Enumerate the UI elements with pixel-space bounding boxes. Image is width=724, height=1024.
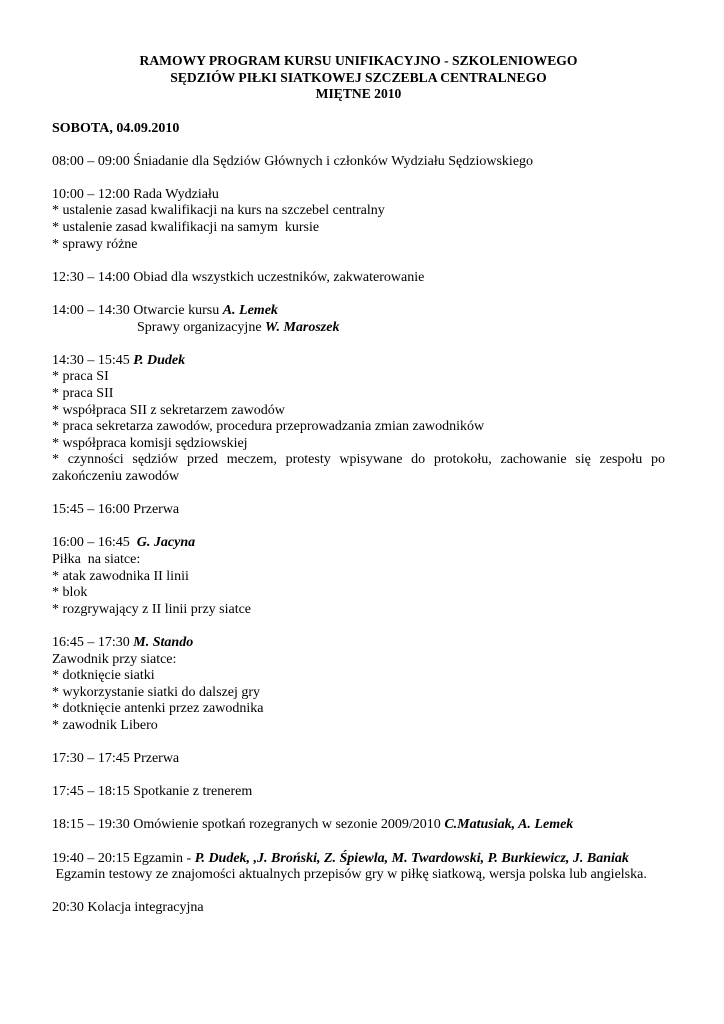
speaker-name: W. Maroszek xyxy=(265,319,340,335)
list-item: * blok xyxy=(52,585,88,601)
list-item: * praca SI xyxy=(52,369,109,385)
document-page xyxy=(52,53,669,917)
list-item: * sprawy różne xyxy=(52,236,138,252)
session-text: Sprawy organizacyjne xyxy=(137,319,266,335)
list-item: * zawodnik Libero xyxy=(52,717,158,733)
list-item: * atak zawodnika II linii xyxy=(52,568,189,584)
session-lunch: 12:30 – 14:00 Obiad dla wszystkich uczestników, zakwaterowanie xyxy=(52,269,425,285)
title-line-3: MIĘTNE 2010 xyxy=(315,86,402,101)
session-break: 15:45 – 16:00 Przerwa xyxy=(52,502,180,518)
session-coach-meeting: 17:45 – 18:15 Spotkanie z trenerem xyxy=(52,784,253,800)
session-time: 14:30 – 15:45 xyxy=(52,352,134,368)
session-dinner: 20:30 Kolacja integracyjna xyxy=(52,900,204,916)
list-item: * współpraca komisji sędziowskiej xyxy=(52,435,248,451)
session-board xyxy=(52,187,665,253)
exam-description: Egzamin testowy ze znajomości aktualnych przepisów gry w piłkę siatkową, wersja polska lub angielska. xyxy=(52,867,647,883)
list-item: * współpraca SII z sekretarzem zawodów xyxy=(52,402,285,418)
session-break: 17:30 – 17:45 Przerwa xyxy=(52,751,180,767)
day-heading: SOBOTA, 04.09.2010 xyxy=(52,120,180,136)
session-dudek xyxy=(52,352,669,486)
session-jacyna xyxy=(52,535,665,618)
speaker-name: M. Stando xyxy=(133,634,194,650)
session-breakfast: 08:00 – 09:00 Śniadanie dla Sędziów Głównych i członków Wydziału Sędziowskiego xyxy=(52,153,534,169)
session-stando xyxy=(52,635,665,735)
session-time: 16:45 – 17:30 xyxy=(52,634,134,650)
list-item: * czynności sędziów przed meczem, protesty wpisywane do protokołu, zachowanie się zespołu po zakończeniu zawodów xyxy=(52,452,669,484)
session-board-head: 10:00 – 12:00 Rada Wydziału xyxy=(52,186,219,202)
speaker-name: G. Jacyna xyxy=(136,535,196,551)
speaker-name: C.Matusiak, A. Lemek xyxy=(444,817,574,833)
speaker-name: A. Lemek xyxy=(222,303,278,319)
session-opening xyxy=(52,303,665,336)
list-item: * dotknięcie antenki przez zawodnika xyxy=(52,701,264,717)
title-line-2: SĘDZIÓW PIŁKI SIATKOWEJ SZCZEBLA CENTRALNEGO xyxy=(170,69,547,85)
session-time: 14:00 – 14:30 xyxy=(52,303,134,319)
list-item: * ustalenie zasad kwalifikacji na kurs na szczebel centralny xyxy=(52,203,385,219)
session-text: Otwarcie kursu xyxy=(133,303,223,319)
speaker-name: P. Dudek xyxy=(133,352,186,368)
list-item: * dotknięcie siatki xyxy=(52,668,155,684)
title-line-1: RAMOWY PROGRAM KURSU UNIFIKACYJNO - SZKOLENIOWEGO xyxy=(139,53,578,68)
session-review: 18:15 – 19:30 Omówienie spotkań rozegranych w sezonie 2009/2010 xyxy=(52,817,445,833)
list-item: * wykorzystanie siatki do dalszej gry xyxy=(52,684,261,700)
list-item: * rozgrywający z II linii przy siatce xyxy=(52,601,252,617)
speaker-name: P. Dudek, ,J. Broński, Z. Śpiewla, M. Twardowski, P. Burkiewicz, J. Baniak xyxy=(194,850,629,866)
list-item: * praca sekretarza zawodów, procedura przeprowadzania zmian zawodników xyxy=(52,419,485,435)
session-exam xyxy=(52,851,665,884)
session-time: 16:00 – 16:45 xyxy=(52,535,137,551)
session-time: 19:40 – 20:15 Egzamin - xyxy=(52,850,195,866)
session-subtitle: Zawodnik przy siatce: xyxy=(52,651,177,667)
list-item: * ustalenie zasad kwalifikacji na samym kursie xyxy=(52,220,320,236)
session-subtitle: Piłka na siatce: xyxy=(52,551,141,567)
list-item: * praca SII xyxy=(52,386,114,401)
